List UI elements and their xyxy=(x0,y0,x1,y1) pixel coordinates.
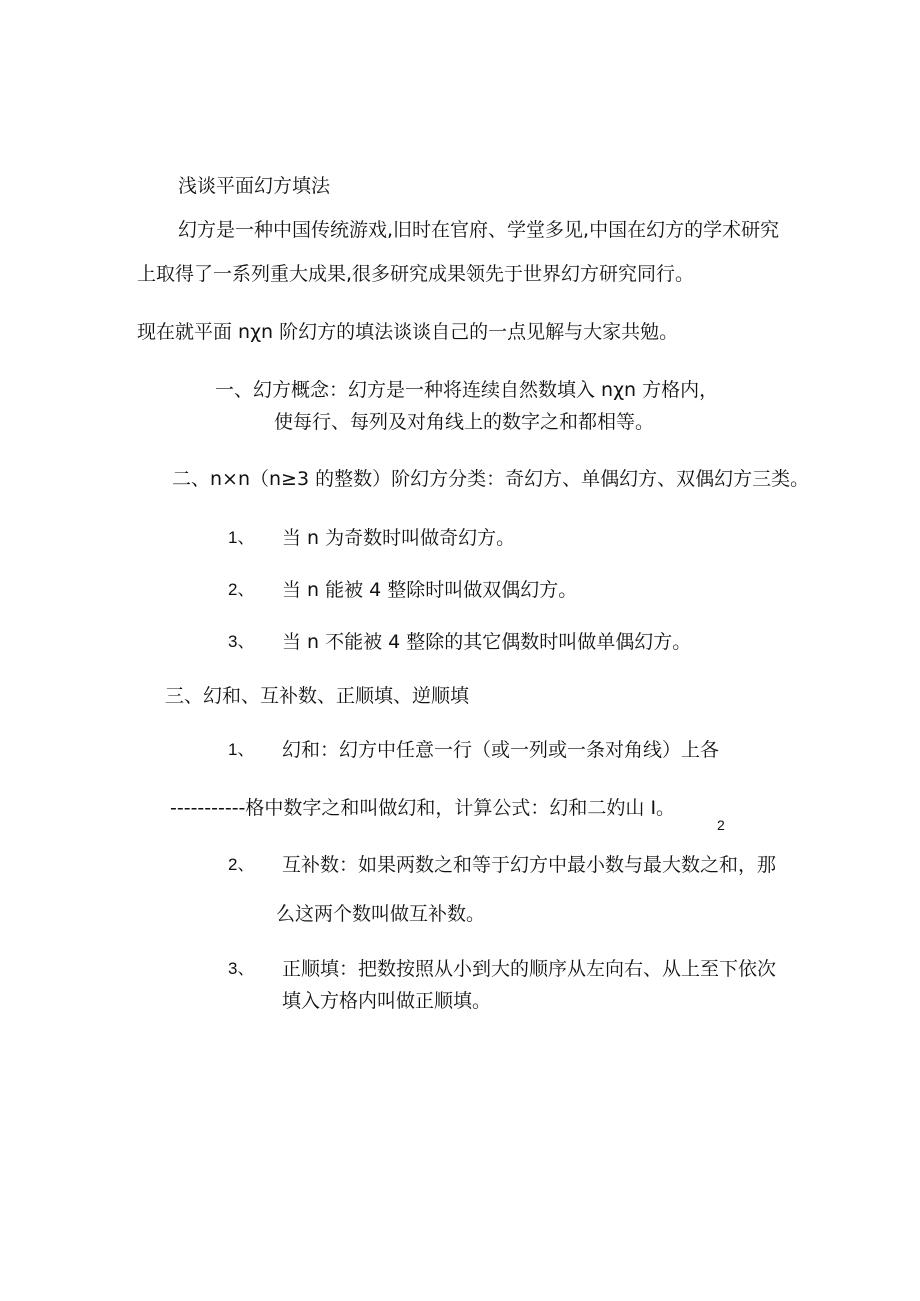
intro-line-1: 幻方是一种中国传统游戏,旧时在官府、学堂多见,中国在幻方的学术研究 xyxy=(178,219,780,241)
section3-item2-line-1: 互补数：如果两数之和等于幻方中最小数与最大数之和，那 xyxy=(282,854,777,876)
section3-item3-line-2: 填入方格内叫做正顺填。 xyxy=(282,990,492,1012)
intro-line-3: 现在就平面 nχn 阶幻方的填法谈谈自己的一点见解与大家共勉。 xyxy=(137,321,679,343)
section3-item1-line-1: 幻和：幻方中任意一行（或一列或一条对角线）上各 xyxy=(282,739,720,761)
section2-heading: 二、n×n（n≥3 的整数）阶幻方分类：奇幻方、单偶幻方、双偶幻方三类。 xyxy=(172,468,810,490)
section3-item1-number: 1、 xyxy=(228,740,255,759)
section2-item-number: 1、 xyxy=(228,528,255,547)
section3-item3-line-1: 正顺填：把数按照从小到大的顺序从左向右、从上至下依次 xyxy=(282,958,777,980)
section1-line-2: 使每行、每列及对角线上的数字之和都相等。 xyxy=(274,411,655,433)
section1-line-1: 一、幻方概念：幻方是一种将连续自然数填入 nχn 方格内， xyxy=(215,379,719,401)
formula-subscript: 2 xyxy=(717,817,725,833)
section2-item-number: 3、 xyxy=(228,632,255,651)
section3-item2-number: 2、 xyxy=(228,855,255,874)
section2-item-text: 当 n 能被 4 整除时叫做双偶幻方。 xyxy=(282,579,578,601)
section2-item-text: 当 n 为奇数时叫做奇幻方。 xyxy=(282,527,516,549)
section3-item3-number: 3、 xyxy=(228,959,255,978)
section3-item2-line-2: 么这两个数叫做互补数。 xyxy=(276,903,486,925)
intro-line-2: 上取得了一系列重大成果,很多研究成果领先于世界幻方研究同行。 xyxy=(137,263,695,285)
section3-item1-line-2: -----------格中数字之和叫做幻和，计算公式：幻和二妁山 I。 xyxy=(170,797,676,819)
section2-item-text: 当 n 不能被 4 整除的其它偶数时叫做单偶幻方。 xyxy=(282,631,692,653)
section2-item-number: 2、 xyxy=(228,580,255,599)
section3-heading: 三、幻和、互补数、正顺填、逆顺填 xyxy=(165,685,470,707)
page-title: 浅谈平面幻方填法 xyxy=(178,175,331,197)
